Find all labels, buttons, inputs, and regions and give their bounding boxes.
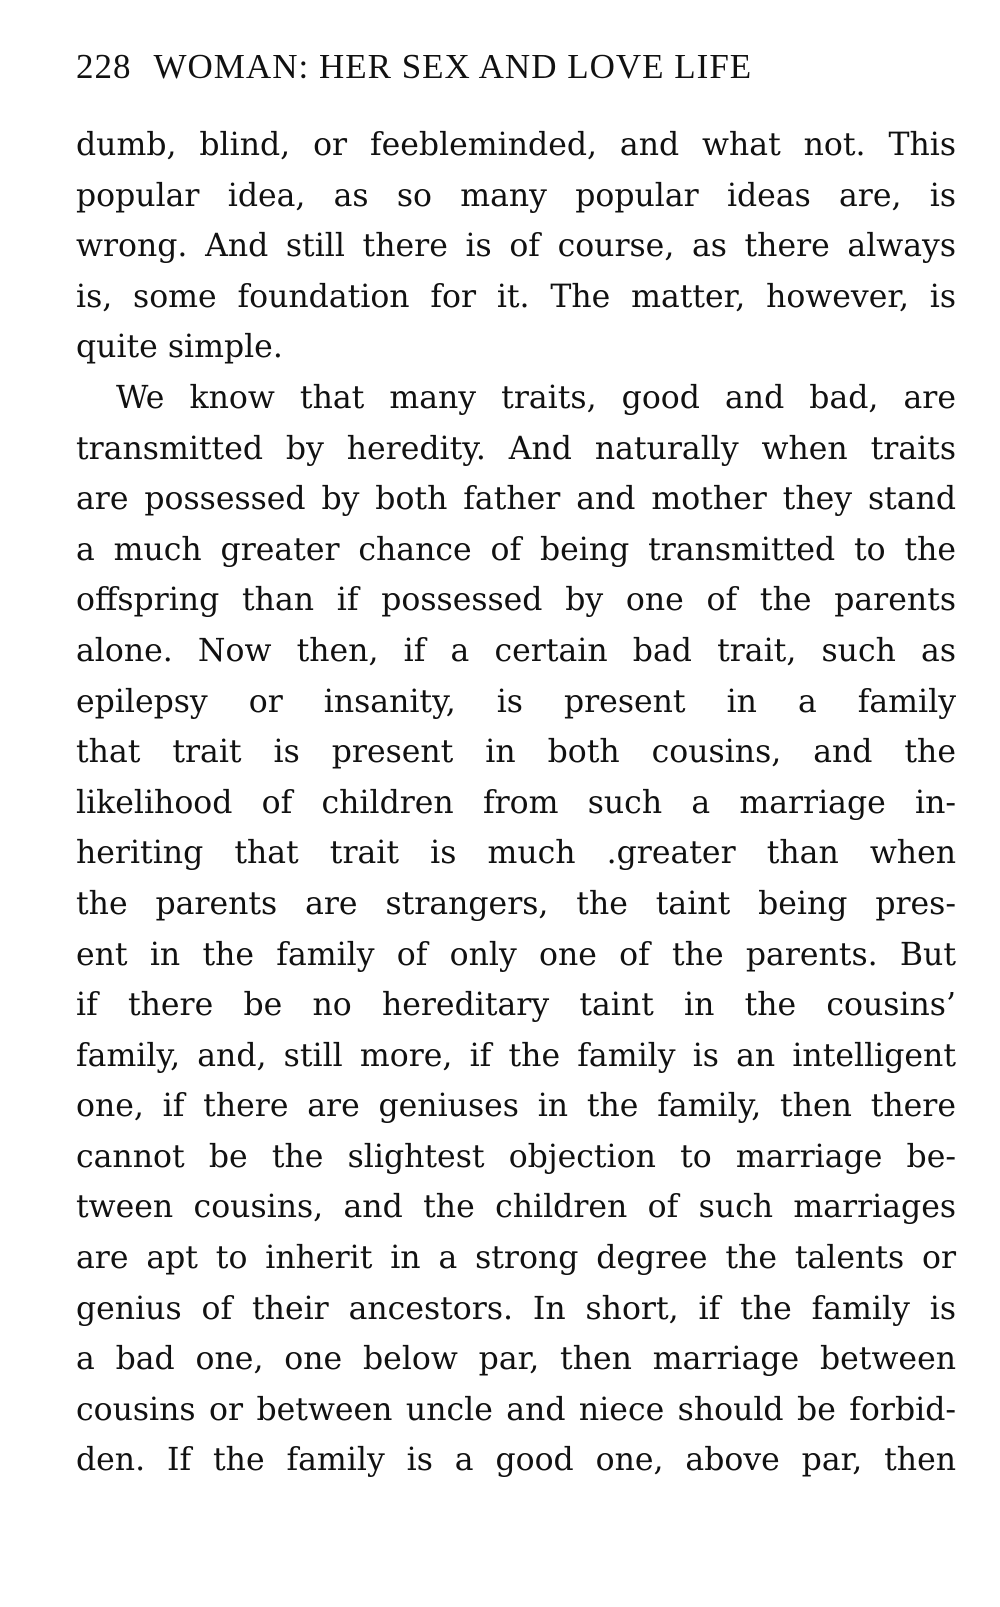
text-line: a much greater chance of being transmitted to the: [76, 531, 956, 568]
text-line: den. If the family is a good one, above par, then: [76, 1442, 956, 1479]
text-line: wrong. And still there is of course, as there always: [76, 228, 956, 265]
text-line: ent in the family of only one of the parents. But: [76, 936, 956, 973]
text-line: cannot be the slightest objection to marriage be-: [76, 1138, 956, 1175]
text-line: a bad one, one below par, then marriage between: [76, 1341, 956, 1378]
text-line: are apt to inherit in a strong degree the talents or: [76, 1240, 956, 1277]
text-line: tween cousins, and the children of such marriages: [76, 1189, 956, 1226]
text-line: one, if there are geniuses in the family, then there: [76, 1088, 956, 1125]
text-line: dumb, blind, or feebleminded, and what not. This: [76, 127, 956, 163]
text-line: family, and, still more, if the family is an intelligent: [76, 1037, 956, 1074]
text-line: are possessed by both father and mother they stand: [76, 481, 956, 518]
text-line: genius of their ancestors. In short, if the family is: [76, 1290, 956, 1327]
text-line: the parents are strangers, the taint being pres-: [76, 885, 956, 922]
text-line: alone. Now then, if a certain bad trait, such as: [76, 632, 956, 669]
text-line: transmitted by heredity. And naturally when traits: [76, 430, 956, 467]
text-line: offspring than if possessed by one of the parents: [76, 582, 956, 619]
text-line: is, some foundation for it. The matter, however, is: [76, 278, 956, 315]
text-line: popular idea, as so many popular ideas are, is: [76, 177, 956, 214]
running-head: [76, 44, 956, 90]
body-text: [76, 120, 956, 1486]
page-number: 228: [76, 47, 132, 86]
text-line: cousins or between uncle and niece should be forbid-: [76, 1391, 956, 1428]
text-line: that trait is present in both cousins, and the: [76, 734, 956, 771]
text-line: likelihood of children from such a marriage in-: [76, 784, 956, 821]
text-line: heriting that trait is much .greater than when: [76, 835, 956, 872]
text-line: epilepsy or insanity, is present in a family: [76, 683, 956, 720]
text-line: if there be no hereditary taint in the cousins’: [76, 987, 956, 1024]
running-title: WOMAN: HER SEX AND LOVE LIFE: [153, 47, 753, 86]
text-line: quite simple.: [76, 329, 283, 366]
text-line: We know that many traits, good and bad, are: [116, 379, 956, 416]
